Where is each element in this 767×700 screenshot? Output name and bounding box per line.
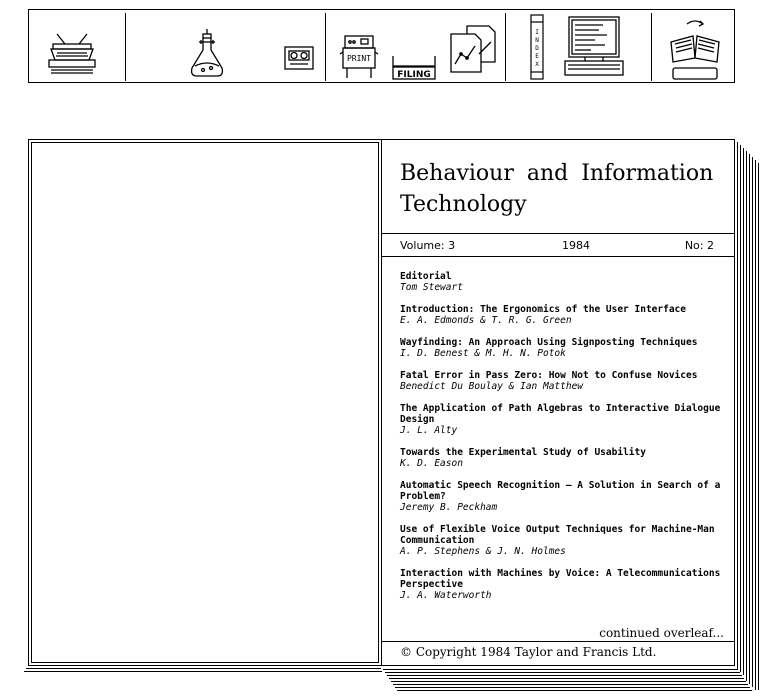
computer-terminal-icon[interactable]	[563, 16, 625, 78]
article-authors: Benedict Du Boulay & Ian Matthew	[400, 381, 584, 392]
toolbar	[28, 9, 735, 83]
article-authors: J. L. Alty	[400, 425, 458, 436]
article-authors: I. D. Benest & M. H. N. Potok	[400, 348, 566, 359]
svg-text:I: I	[535, 29, 539, 36]
left-page	[28, 139, 382, 666]
article-title: Automatic Speech Recognition — A Solution in Search of a Problem?	[400, 480, 721, 502]
article-entry[interactable]	[400, 370, 730, 392]
divider	[382, 641, 734, 642]
article-title: Use of Flexible Voice Output Techniques for Machine-Man Communication	[400, 524, 715, 546]
svg-text:N: N	[535, 37, 539, 44]
svg-text:E: E	[535, 53, 539, 60]
article-entry[interactable]	[400, 568, 730, 601]
toolbar-divider	[325, 13, 326, 81]
flask-icon[interactable]	[187, 28, 227, 80]
article-authors: K. D. Eason	[400, 458, 463, 469]
journal-title-line: Technology	[400, 192, 527, 217]
journal-book	[24, 139, 764, 694]
volume-label: Volume: 3	[400, 239, 456, 252]
article-title: Fatal Error in Pass Zero: How Not to Confuse Novices	[400, 370, 698, 381]
article-authors: Jeremy B. Peckham	[400, 502, 498, 513]
toolbar-divider	[505, 13, 506, 81]
article-title: Wayfinding: An Approach Using Signposting Techniques	[400, 337, 698, 348]
toolbar-divider	[125, 13, 126, 81]
issue-info	[400, 239, 714, 253]
issue-number-label: No: 2	[684, 239, 714, 252]
article-authors: E. A. Edmonds & T. R. G. Green	[400, 315, 572, 326]
article-title: The Application of Path Algebras to Interactive Dialogue Design	[400, 403, 721, 425]
article-title: Editorial	[400, 271, 452, 282]
journal-title	[400, 158, 720, 220]
svg-text:X: X	[535, 61, 539, 68]
article-authors: J. A. Waterworth	[400, 590, 492, 601]
cassette-icon[interactable]	[284, 46, 314, 70]
svg-text:D: D	[535, 45, 539, 52]
table-of-contents	[400, 271, 730, 612]
divider	[382, 256, 734, 257]
article-title: Introduction: The Ergonomics of the User Interface	[400, 304, 686, 315]
article-entry[interactable]	[400, 337, 730, 359]
article-title: Towards the Experimental Study of Usability	[400, 447, 646, 458]
year-label: 1984	[562, 239, 590, 252]
article-title: Interaction with Machines by Voice: A Telecommunications Perspective	[400, 568, 721, 590]
article-entry[interactable]	[400, 524, 730, 557]
filing-tray-icon[interactable]	[391, 54, 437, 80]
article-authors: A. P. Stephens & J. N. Holmes	[400, 546, 566, 557]
continued-overleaf-link[interactable]: continued overleaf...	[599, 626, 724, 640]
article-entry[interactable]	[400, 304, 730, 326]
copyright-notice: © Copyright 1984 Taylor and Francis Ltd.	[400, 645, 657, 659]
contents-page	[381, 139, 735, 666]
printer-icon[interactable]	[339, 34, 379, 80]
open-book-icon[interactable]	[667, 16, 723, 80]
article-entry[interactable]	[400, 403, 730, 436]
article-entry[interactable]	[400, 480, 730, 513]
chart-documents-icon[interactable]	[449, 24, 497, 74]
left-page-border	[31, 142, 379, 663]
svg-text:FILING: FILING	[397, 70, 431, 80]
article-authors: Tom Stewart	[400, 282, 463, 293]
journal-title-line: Behaviour and Information	[400, 161, 714, 186]
article-entry[interactable]	[400, 271, 730, 293]
article-entry[interactable]	[400, 447, 730, 469]
toolbar-divider	[651, 13, 652, 81]
divider	[382, 233, 734, 234]
index-strip-icon[interactable]	[530, 14, 544, 80]
typewriter-icon[interactable]	[47, 32, 97, 76]
svg-text:PRINT: PRINT	[346, 54, 372, 63]
